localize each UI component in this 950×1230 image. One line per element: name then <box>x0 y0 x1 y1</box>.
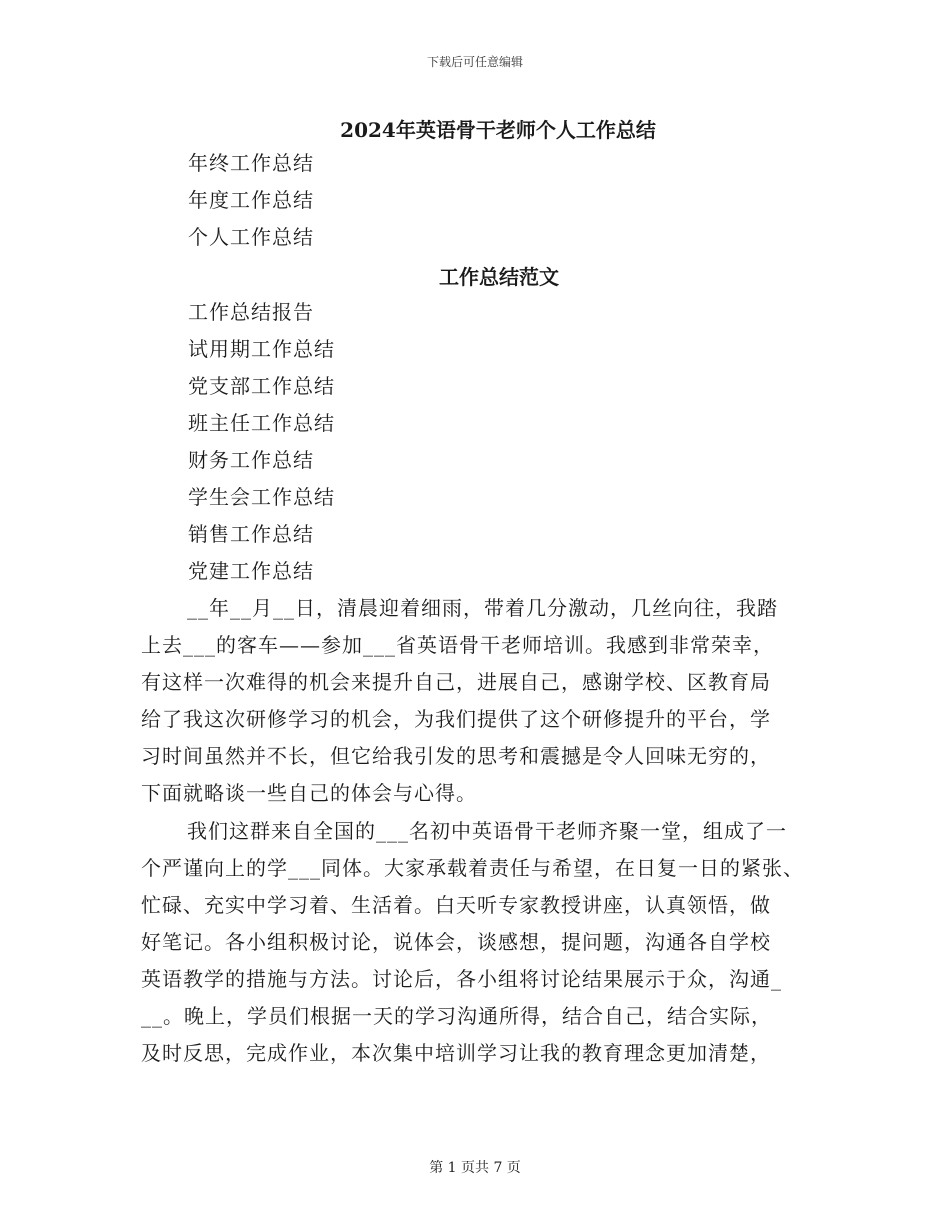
related-link[interactable]: 个人工作总结 <box>188 225 314 249</box>
sample-link[interactable]: 销售工作总结 <box>188 522 314 546</box>
related-link[interactable]: 年终工作总结 <box>188 151 314 175</box>
sample-link[interactable]: 党建工作总结 <box>188 559 314 583</box>
page-number: 第 1 页共 7 页 <box>429 1160 521 1176</box>
paragraph-line: 个严谨向上的学___同体。大家承载着责任与希望，在日复一日的紧张、 <box>141 856 804 880</box>
body-paragraph <box>141 590 831 812</box>
sample-link[interactable]: 班主任工作总结 <box>188 411 335 435</box>
document-title: 2024年英语骨干老师个人工作总结 <box>340 118 656 142</box>
sample-link[interactable]: 财务工作总结 <box>188 448 314 472</box>
sample-link[interactable]: 党支部工作总结 <box>188 374 335 398</box>
sample-links-list <box>188 294 335 590</box>
paragraph-line: __。晚上，学员们根据一天的学习沟通所得，结合自己，结合实际， <box>141 1004 772 1028</box>
section-title: 工作总结范文 <box>439 265 559 289</box>
sample-link[interactable]: 学生会工作总结 <box>188 485 335 509</box>
paragraph-line: 及时反思，完成作业，本次集中培训学习让我的教育理念更加清楚， <box>141 1041 771 1065</box>
paragraph-line: 英语教学的措施与方法。讨论后，各小组将讨论结果展示于众，沟通_ <box>141 967 782 991</box>
paragraph-line: 习时间虽然并不长，但它给我引发的思考和震撼是令人回味无穷的， <box>141 744 771 768</box>
paragraph-line: 给了我这次研修学习的机会，为我们提供了这个研修提升的平台，学 <box>141 707 771 731</box>
paragraph-line: 下面就略谈一些自己的体会与心得。 <box>141 781 477 805</box>
paragraph-line: 上去___的客车——参加___省英语骨干老师培训。我感到非常荣幸， <box>141 633 774 657</box>
body-paragraph <box>141 813 831 1072</box>
related-link[interactable]: 年度工作总结 <box>188 188 314 212</box>
paragraph-line: 我们这群来自全国的___名初中英语骨干老师齐聚一堂，组成了一 <box>187 819 787 843</box>
paragraph-line: __年__月__日，清晨迎着细雨，带着几分激动，几丝向往，我踏 <box>187 596 778 620</box>
sample-link[interactable]: 工作总结报告 <box>188 300 314 324</box>
paragraph-line: 好笔记。各小组积极讨论，说体会，谈感想，提问题，沟通各自学校 <box>141 930 771 954</box>
page-header-note: 下载后可任意编辑 <box>426 55 523 69</box>
related-links-list <box>188 145 314 256</box>
sample-link[interactable]: 试用期工作总结 <box>188 337 335 361</box>
paragraph-line: 忙碌、充实中学习着、生活着。白天听专家教授讲座，认真领悟，做 <box>141 893 771 917</box>
paragraph-line: 有这样一次难得的机会来提升自己，进展自己，感谢学校、区教育局 <box>141 670 771 694</box>
